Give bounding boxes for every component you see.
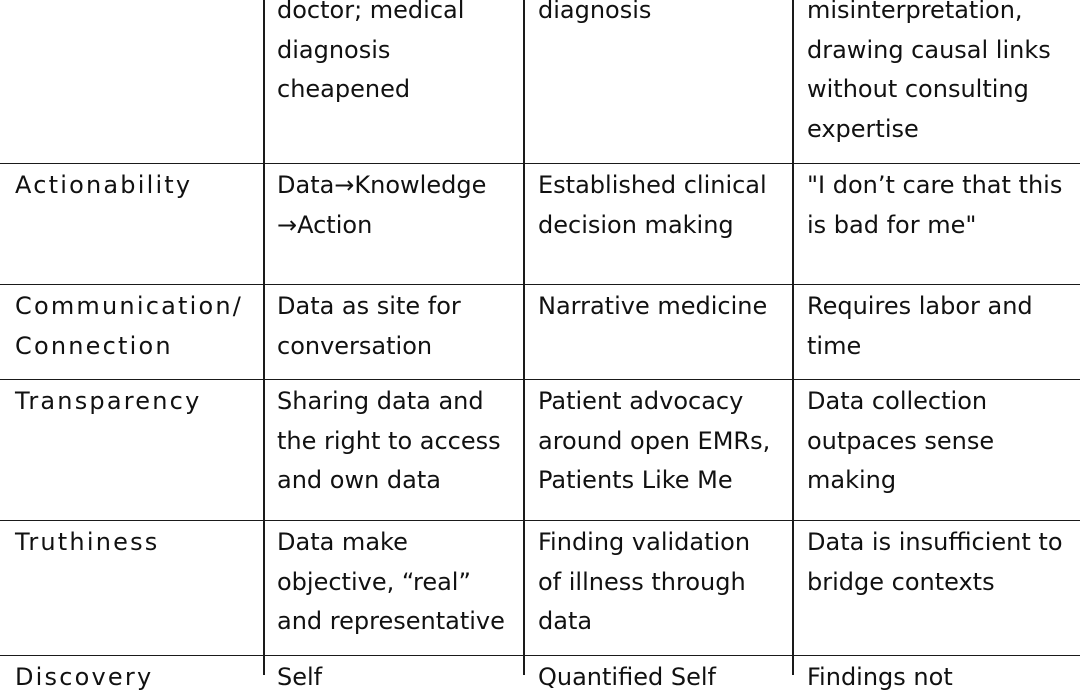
table-row-transparency <box>0 380 1080 521</box>
data-description-cell: Data as site for conversation <box>277 292 461 360</box>
column-divider <box>263 0 265 675</box>
row-label-cell: Communication/ Connection <box>15 292 244 360</box>
row-label-cell: Truthiness <box>15 528 160 556</box>
table-row-truthiness <box>0 521 1080 656</box>
health-context-cell: Quantified Self <box>538 663 716 691</box>
tension-cell: Findings not <box>807 663 953 691</box>
row-label-cell: Transparency <box>15 387 202 415</box>
health-context-cell: Patient advocacy around open EMRs, Patients Like Me <box>538 387 771 494</box>
row-label-cell: Discovery <box>15 663 154 691</box>
row-label-cell: Actionability <box>15 171 193 199</box>
column-divider <box>523 0 525 675</box>
column-divider <box>792 0 794 675</box>
tension-cell: misinterpretation, drawing causal links without consulting expertise <box>807 0 1051 143</box>
data-description-cell: Data→Knowledge →Action <box>277 171 487 239</box>
table-row-actionability <box>0 164 1080 285</box>
health-context-cell: diagnosis <box>538 0 652 24</box>
table-row-communication <box>0 285 1080 380</box>
tension-cell: Requires labor and time <box>807 292 1033 360</box>
data-description-cell: Self <box>277 663 323 691</box>
health-context-cell: Established clinical decision making <box>538 171 767 239</box>
row-label-cell <box>15 0 262 163</box>
health-context-cell: Finding validation of illness through data <box>538 528 751 635</box>
table-row-top-partial <box>0 0 1080 164</box>
tension-cell: Data collection outpaces sense making <box>807 387 995 494</box>
data-description-cell: Data make objective, “real” and representative <box>277 528 505 635</box>
data-description-cell: Sharing data and the right to access and own data <box>277 387 501 494</box>
table-row-discovery <box>0 656 1080 691</box>
data-description-cell: doctor; medical diagnosis cheapened <box>277 0 465 103</box>
health-context-cell: Narrative medicine <box>538 292 768 320</box>
tension-cell: "I don’t care that this is bad for me" <box>807 171 1063 239</box>
tension-cell: Data is insufficient to bridge contexts <box>807 528 1063 596</box>
